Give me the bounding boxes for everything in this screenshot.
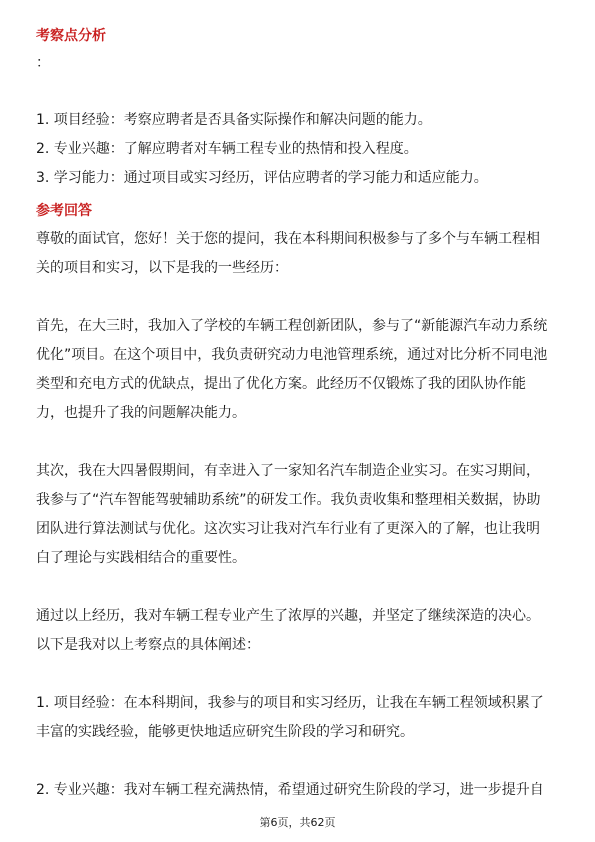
answer-line: 首先，在大三时，我加入了学校的车辆工程创新团队，参与了“新能源汽车动力系统 bbox=[36, 318, 548, 334]
answer-line: 优化”项目。在这个项目中，我负责研究动力电池管理系统，通过对比分析不同电池 bbox=[36, 347, 548, 363]
answer-line: 关的项目和实习，以下是我的一些经历： bbox=[36, 260, 288, 276]
colon-line: ： bbox=[36, 55, 50, 71]
answer-line: 力，也提升了我的问题解决能力。 bbox=[36, 405, 246, 421]
answer-line: 1. 项目经验：在本科期间，我参与的项目和实习经历，让我在车辆工程领域积累了 bbox=[36, 695, 544, 711]
answer-line: 类型和充电方式的优缺点，提出了优化方案。此经历不仅锻炼了我的团队协作能 bbox=[36, 376, 526, 392]
answer-line: 团队进行算法测试与优化。这次实习让我对汽车行业有了更深入的了解，也让我明 bbox=[36, 521, 540, 537]
answer-line: 我参与了“汽车智能驾驶辅助系统”的研发工作。我负责收集和整理相关数据，协助 bbox=[36, 492, 541, 508]
answer-line: 2. 专业兴趣：我对车辆工程充满热情，希望通过研究生阶段的学习，进一步提升自 bbox=[36, 782, 544, 798]
answer-line: 通过以上经历，我对车辆工程专业产生了浓厚的兴趣，并坚定了继续深造的决心。 bbox=[36, 608, 540, 624]
analysis-item-2: 2. 专业兴趣：了解应聘者对车辆工程专业的热情和投入程度。 bbox=[36, 141, 418, 157]
answer-line: 丰富的实践经验，能够更快地适应研究生阶段的学习和研究。 bbox=[36, 724, 414, 740]
answer-line: 以下是我对以上考察点的具体阐述： bbox=[36, 637, 260, 653]
analysis-item-3: 3. 学习能力：通过项目或实习经历，评估应聘者的学习能力和适应能力。 bbox=[36, 170, 488, 186]
heading-answer: 参考回答 bbox=[36, 203, 92, 219]
heading-analysis: 考察点分析 bbox=[36, 28, 106, 44]
analysis-item-1: 1. 项目经验：考察应聘者是否具备实际操作和解决问题的能力。 bbox=[36, 112, 432, 128]
answer-line: 白了理论与实践相结合的重要性。 bbox=[36, 550, 246, 566]
answer-line: 其次，我在大四暑假期间，有幸进入了一家知名汽车制造企业实习。在实习期间， bbox=[36, 463, 540, 479]
page-footer: 第6页，共62页 bbox=[259, 816, 336, 829]
answer-line: 尊敬的面试官，您好！关于您的提问，我在本科期间积极参与了多个与车辆工程相 bbox=[36, 231, 540, 247]
